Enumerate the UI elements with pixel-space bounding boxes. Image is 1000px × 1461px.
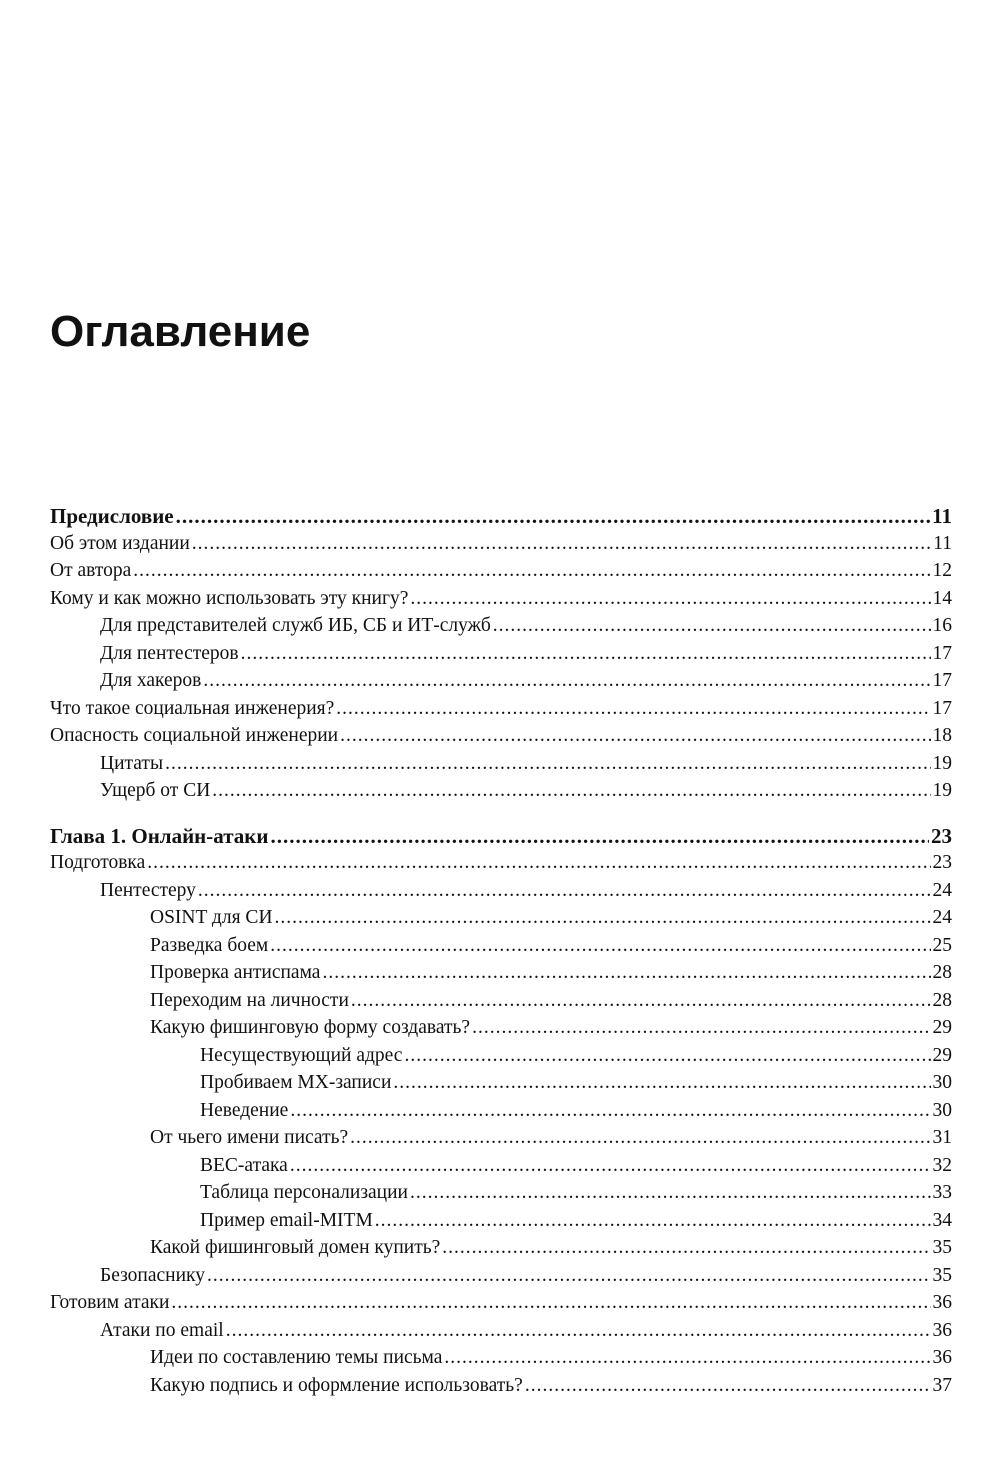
toc-entry-title: Кому и как можно использовать эту книгу?: [50, 587, 409, 609]
toc-entry[interactable]: [200, 1069, 952, 1097]
dot-leader: [410, 585, 930, 613]
dot-leader: [226, 1317, 931, 1345]
dot-leader: [410, 1179, 931, 1207]
dot-leader: [336, 695, 930, 723]
toc-entry[interactable]: [50, 530, 952, 558]
toc-entry-title: Пробиваем MX-записи: [200, 1072, 392, 1093]
toc-entry-title: Атаки по email: [100, 1319, 224, 1341]
toc-entry-title: Несуществующий адрес: [200, 1044, 403, 1066]
toc-page-number: 36: [932, 1347, 952, 1368]
toc-entry[interactable]: [100, 612, 952, 640]
dot-leader: [133, 557, 930, 585]
toc-entry[interactable]: [150, 1234, 952, 1262]
toc-page-number: 19: [932, 780, 952, 801]
toc-page-number: 18: [932, 725, 952, 746]
toc-page-number: 36: [932, 1319, 952, 1341]
dot-leader: [212, 777, 930, 805]
toc-entry-title: Пентестеру: [100, 879, 196, 901]
dot-leader: [192, 530, 931, 558]
toc-page-number: 24: [932, 907, 952, 928]
dot-leader: [198, 877, 931, 905]
toc-page-number: 24: [932, 879, 952, 901]
toc-entry[interactable]: [100, 777, 952, 805]
toc-entry-title: Об этом издании: [50, 532, 190, 554]
dot-leader: [290, 1097, 930, 1125]
toc-entry[interactable]: [200, 1152, 952, 1180]
toc-entry[interactable]: [100, 667, 952, 695]
toc-page-number: 23: [931, 823, 952, 848]
dot-leader: [241, 640, 931, 668]
toc-entry-title: Пример email-MITM: [200, 1209, 373, 1231]
toc-entry[interactable]: [150, 904, 952, 932]
toc-entry[interactable]: [50, 722, 952, 750]
toc-page-number: 37: [932, 1374, 952, 1396]
toc-page-number: 34: [932, 1209, 952, 1231]
toc-entry[interactable]: [100, 640, 952, 668]
toc-page-number: 35: [932, 1264, 952, 1286]
dot-leader: [147, 849, 930, 877]
toc-entry[interactable]: [200, 1179, 952, 1207]
toc-page-number: 28: [932, 962, 952, 983]
toc-page-number: 11: [932, 504, 952, 528]
toc-entry-title: Для пентестеров: [100, 642, 239, 664]
dot-leader: [404, 1042, 930, 1070]
toc-entry-title: Предисловие: [50, 504, 174, 528]
toc-page-number: 29: [932, 1017, 952, 1038]
toc-chapter[interactable]: [50, 502, 952, 530]
toc-entry-title: Идеи по составлению темы письма: [150, 1347, 443, 1368]
dot-leader: [322, 959, 930, 987]
toc-entry[interactable]: [150, 1124, 952, 1152]
toc-page-number: 28: [932, 989, 952, 1011]
toc-page-number: 17: [932, 642, 952, 664]
toc-page-number: 14: [932, 587, 952, 609]
dot-leader: [270, 932, 930, 960]
toc-page-number: 23: [932, 852, 952, 873]
toc-page-number: 11: [933, 532, 952, 554]
toc-entry[interactable]: [200, 1207, 952, 1235]
toc-page-number: 19: [932, 752, 952, 774]
toc-entry-title: OSINT для СИ: [150, 907, 273, 928]
dot-leader: [176, 502, 931, 530]
dot-leader: [442, 1234, 930, 1262]
dot-leader: [350, 1124, 930, 1152]
toc-entry-title: Таблица персонализации: [200, 1182, 408, 1203]
dot-leader: [493, 612, 931, 640]
toc-page-number: 12: [932, 560, 952, 581]
toc-page-number: 29: [932, 1044, 952, 1066]
toc-entry[interactable]: [150, 959, 952, 987]
toc-entry[interactable]: [200, 1097, 952, 1125]
toc-entry[interactable]: [100, 1317, 952, 1345]
toc-entry-title: От автора: [50, 560, 132, 581]
toc-entry-title: Безопаснику: [100, 1264, 205, 1286]
toc-entry[interactable]: [50, 849, 952, 877]
toc-entry-title: Разведка боем: [150, 934, 269, 956]
toc-page-number: 35: [932, 1237, 952, 1258]
toc-entry-title: Что такое социальная инженерия?: [50, 697, 335, 719]
toc-entry[interactable]: [150, 932, 952, 960]
toc-entry-title: Цитаты: [100, 752, 164, 774]
toc-chapter[interactable]: [50, 822, 952, 850]
toc-page-number: 30: [932, 1072, 952, 1093]
page-title: Оглавление: [50, 307, 311, 356]
dot-leader: [472, 1014, 930, 1042]
toc-entry-title: Какой фишинговый домен купить?: [150, 1237, 441, 1258]
toc-entry[interactable]: [150, 1014, 952, 1042]
toc-entry-title: Опасность социальной инженерии: [50, 725, 339, 746]
dot-leader: [271, 822, 929, 850]
toc-entry-title: Для представителей служб ИБ, СБ и ИТ-служб: [100, 615, 491, 636]
toc-entry[interactable]: [100, 877, 952, 905]
toc-entry[interactable]: [50, 1289, 952, 1317]
toc-entry-title: BEC-атака: [200, 1154, 288, 1176]
toc-page-number: 33: [932, 1182, 952, 1203]
toc-entry-title: Какую подпись и оформление использовать?: [150, 1374, 523, 1396]
toc-page-number: 17: [932, 697, 952, 719]
toc-entry[interactable]: [100, 750, 952, 778]
toc-entry[interactable]: [150, 1372, 952, 1400]
dot-leader: [351, 987, 931, 1015]
toc-entry[interactable]: [50, 695, 952, 723]
dot-leader: [290, 1152, 931, 1180]
toc-entry-title: От чьего имени писать?: [150, 1127, 349, 1148]
toc-page-number: 31: [932, 1127, 952, 1148]
dot-leader: [171, 1289, 930, 1317]
toc-entry-title: Проверка антиспама: [150, 962, 321, 983]
toc-entry[interactable]: [50, 585, 952, 613]
dot-leader: [275, 904, 931, 932]
toc-page-number: 25: [932, 934, 952, 956]
toc-entry-title: Ущерб от СИ: [100, 780, 211, 801]
toc-entry-title: Глава 1. Онлайн-атаки: [50, 823, 269, 848]
dot-leader: [375, 1207, 931, 1235]
toc-page-number: 32: [932, 1154, 952, 1176]
dot-leader: [165, 750, 930, 778]
toc-page-number: 36: [932, 1292, 952, 1313]
dot-leader: [203, 667, 930, 695]
toc-entry-title: Подготовка: [50, 852, 146, 873]
toc-entry-title: Неведение: [200, 1099, 289, 1121]
toc-entry[interactable]: [50, 557, 952, 585]
dot-leader: [340, 722, 930, 750]
toc-page-number: 17: [932, 670, 952, 691]
dot-leader: [525, 1372, 931, 1400]
toc-entry-title: Какую фишинговую форму создавать?: [150, 1017, 471, 1038]
toc-entry-title: Готовим атаки: [50, 1292, 170, 1313]
toc-page-number: 16: [932, 615, 952, 636]
dot-leader: [207, 1262, 931, 1290]
toc-entry-title: Для хакеров: [100, 670, 202, 691]
dot-leader: [444, 1344, 930, 1372]
toc-entry[interactable]: [150, 1344, 952, 1372]
toc-entry[interactable]: [100, 1262, 952, 1290]
toc-page-number: 30: [932, 1099, 952, 1121]
dot-leader: [393, 1069, 930, 1097]
toc-entry[interactable]: [200, 1042, 952, 1070]
toc-entry[interactable]: [150, 987, 952, 1015]
toc-entry-title: Переходим на личности: [150, 989, 349, 1011]
